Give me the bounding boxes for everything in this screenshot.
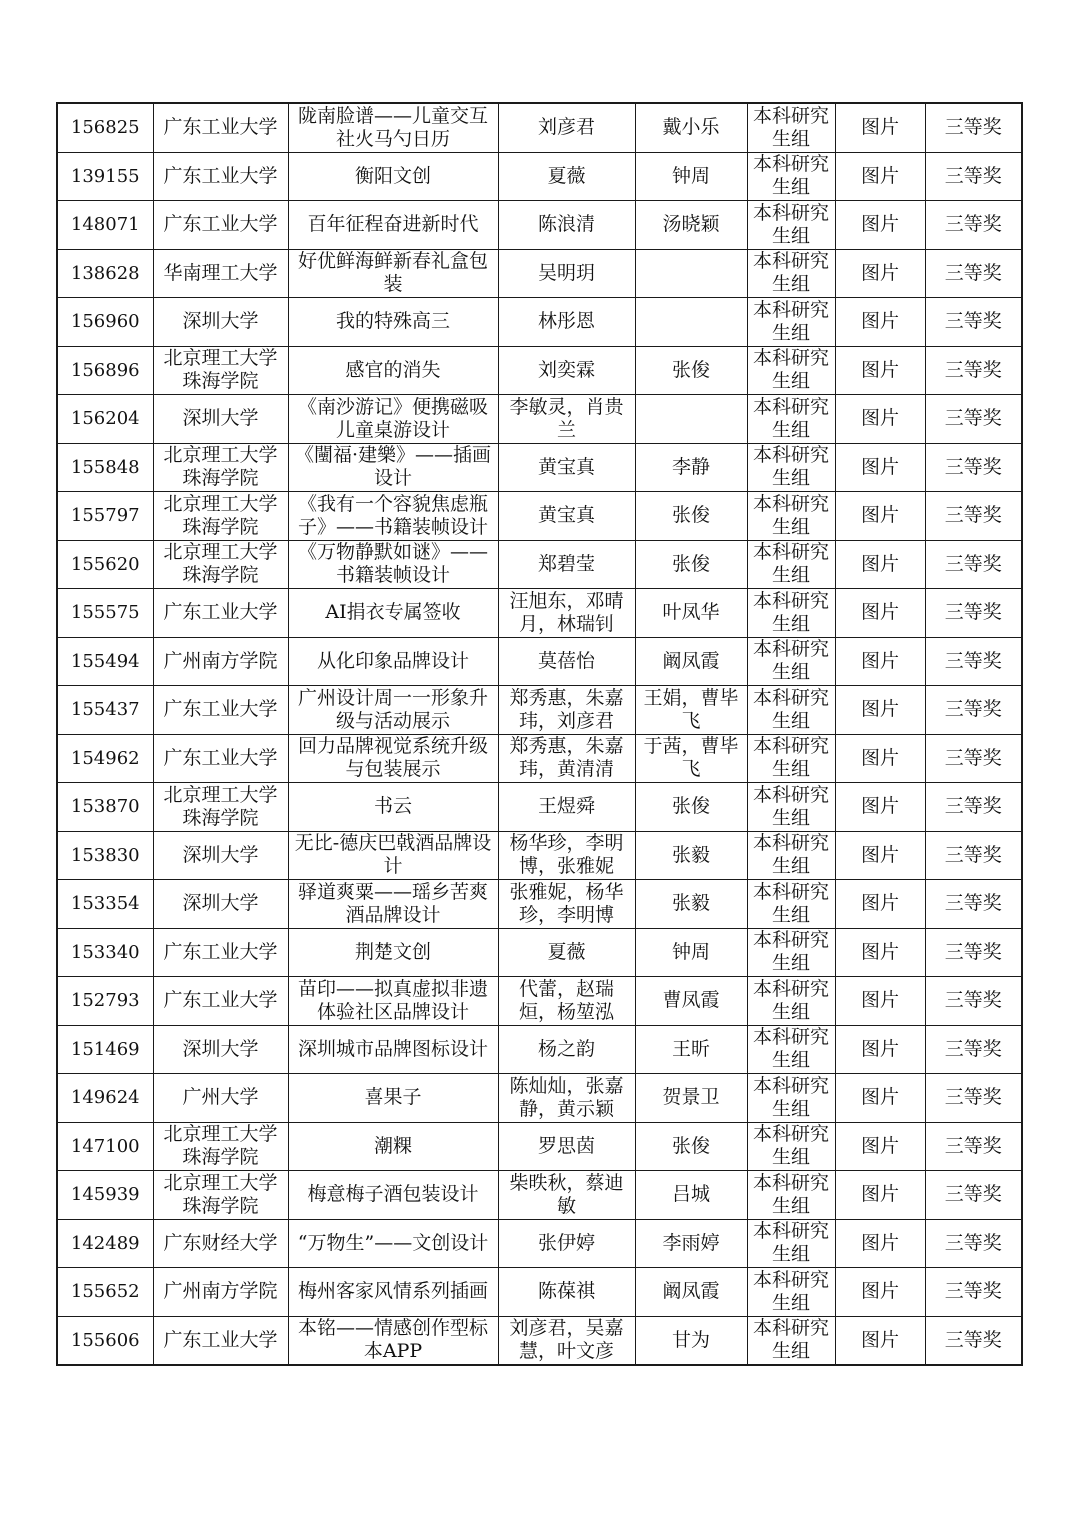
group-cell: 本科研究生组: [747, 1171, 835, 1220]
authors-cell: 刘彦君: [498, 103, 635, 152]
table-row: [57, 395, 1022, 444]
group-cell: 本科研究生组: [747, 540, 835, 589]
advisor-cell: 阚凤霞: [635, 637, 747, 686]
work-title-cell: “万物生”——文创设计: [288, 1219, 498, 1268]
category-cell: 图片: [835, 492, 925, 541]
award-cell: 三等奖: [925, 831, 1022, 880]
entry-id-cell: 155620: [57, 540, 153, 589]
table-row: [57, 298, 1022, 347]
school-cell: 华南理工大学: [153, 249, 288, 298]
table-row: [57, 928, 1022, 977]
table-row: [57, 977, 1022, 1026]
group-cell: 本科研究生组: [747, 977, 835, 1026]
category-cell: 图片: [835, 1268, 925, 1317]
entry-id-cell: 151469: [57, 1025, 153, 1074]
entry-id-cell: 156960: [57, 298, 153, 347]
advisor-cell: 曹凤霞: [635, 977, 747, 1026]
work-title-cell: 书云: [288, 783, 498, 832]
table-row: [57, 831, 1022, 880]
group-cell: 本科研究生组: [747, 346, 835, 395]
work-title-cell: 深圳城市品牌图标设计: [288, 1025, 498, 1074]
award-cell: 三等奖: [925, 492, 1022, 541]
work-title-cell: 无比-德庆巴戟酒品牌设计: [288, 831, 498, 880]
advisor-cell: 王娟，曹毕飞: [635, 686, 747, 735]
school-cell: 深圳大学: [153, 831, 288, 880]
award-cell: 三等奖: [925, 540, 1022, 589]
entry-id-cell: 155437: [57, 686, 153, 735]
category-cell: 图片: [835, 880, 925, 929]
authors-cell: 夏薇: [498, 928, 635, 977]
authors-cell: 黄宝真: [498, 443, 635, 492]
school-cell: 北京理工大学珠海学院: [153, 443, 288, 492]
advisor-cell: 张俊: [635, 346, 747, 395]
school-cell: 广东工业大学: [153, 686, 288, 735]
entry-id-cell: 156825: [57, 103, 153, 152]
award-cell: 三等奖: [925, 734, 1022, 783]
advisor-cell: 钟周: [635, 152, 747, 201]
category-cell: 图片: [835, 1219, 925, 1268]
group-cell: 本科研究生组: [747, 1219, 835, 1268]
award-cell: 三等奖: [925, 249, 1022, 298]
entry-id-cell: 155494: [57, 637, 153, 686]
authors-cell: 杨华珍，李明博，张雅妮: [498, 831, 635, 880]
group-cell: 本科研究生组: [747, 1122, 835, 1171]
work-title-cell: 《万物静默如谜》——书籍装帧设计: [288, 540, 498, 589]
entry-id-cell: 155797: [57, 492, 153, 541]
table-row: [57, 686, 1022, 735]
category-cell: 图片: [835, 1122, 925, 1171]
authors-cell: 张雅妮，杨华珍，李明博: [498, 880, 635, 929]
category-cell: 图片: [835, 1171, 925, 1220]
work-title-cell: 梅州客家风情系列插画: [288, 1268, 498, 1317]
advisor-cell: 汤晓颖: [635, 201, 747, 250]
school-cell: 深圳大学: [153, 395, 288, 444]
work-title-cell: 《南沙游记》便携磁吸儿童桌游设计: [288, 395, 498, 444]
school-cell: 广东工业大学: [153, 201, 288, 250]
category-cell: 图片: [835, 831, 925, 880]
entry-id-cell: 153830: [57, 831, 153, 880]
entry-id-cell: 155848: [57, 443, 153, 492]
award-cell: 三等奖: [925, 395, 1022, 444]
category-cell: 图片: [835, 1025, 925, 1074]
advisor-cell: 戴小乐: [635, 103, 747, 152]
authors-cell: 陈灿灿，张嘉静，黄示颖: [498, 1074, 635, 1123]
advisor-cell: 甘为: [635, 1316, 747, 1365]
entry-id-cell: 153870: [57, 783, 153, 832]
category-cell: 图片: [835, 686, 925, 735]
work-title-cell: 潮粿: [288, 1122, 498, 1171]
school-cell: 广东工业大学: [153, 152, 288, 201]
table-row: [57, 152, 1022, 201]
category-cell: 图片: [835, 298, 925, 347]
group-cell: 本科研究生组: [747, 443, 835, 492]
group-cell: 本科研究生组: [747, 249, 835, 298]
school-cell: 广东工业大学: [153, 734, 288, 783]
school-cell: 北京理工大学珠海学院: [153, 1122, 288, 1171]
group-cell: 本科研究生组: [747, 1268, 835, 1317]
school-cell: 广东工业大学: [153, 103, 288, 152]
advisor-cell: 叶凤华: [635, 589, 747, 638]
entry-id-cell: 148071: [57, 201, 153, 250]
award-table-body: [57, 103, 1022, 1365]
group-cell: 本科研究生组: [747, 1316, 835, 1365]
group-cell: 本科研究生组: [747, 928, 835, 977]
authors-cell: 莫蓓怡: [498, 637, 635, 686]
award-cell: 三等奖: [925, 1268, 1022, 1317]
entry-id-cell: 155575: [57, 589, 153, 638]
advisor-cell: 张毅: [635, 831, 747, 880]
work-title-cell: 百年征程奋进新时代: [288, 201, 498, 250]
work-title-cell: 我的特殊高三: [288, 298, 498, 347]
authors-cell: 陈浪清: [498, 201, 635, 250]
school-cell: 广州南方学院: [153, 1268, 288, 1317]
entry-id-cell: 142489: [57, 1219, 153, 1268]
authors-cell: 柴昳秋，蔡迪敏: [498, 1171, 635, 1220]
entry-id-cell: 155606: [57, 1316, 153, 1365]
work-title-cell: 回力品牌视觉系统升级与包装展示: [288, 734, 498, 783]
group-cell: 本科研究生组: [747, 298, 835, 347]
award-cell: 三等奖: [925, 1025, 1022, 1074]
work-title-cell: 《我有一个容貌焦虑瓶子》——书籍装帧设计: [288, 492, 498, 541]
table-row: [57, 346, 1022, 395]
authors-cell: 代蕾，赵瑞烜，杨堃泓: [498, 977, 635, 1026]
authors-cell: 吴明玥: [498, 249, 635, 298]
authors-cell: 刘彦君，吴嘉慧，叶文彦: [498, 1316, 635, 1365]
advisor-cell: 张俊: [635, 492, 747, 541]
category-cell: 图片: [835, 1074, 925, 1123]
group-cell: 本科研究生组: [747, 589, 835, 638]
advisor-cell: 张俊: [635, 1122, 747, 1171]
award-cell: 三等奖: [925, 103, 1022, 152]
authors-cell: 李敏灵，肖贵兰: [498, 395, 635, 444]
category-cell: 图片: [835, 928, 925, 977]
group-cell: 本科研究生组: [747, 1025, 835, 1074]
entry-id-cell: 154962: [57, 734, 153, 783]
advisor-cell: 于茜，曹毕飞: [635, 734, 747, 783]
advisor-cell: 张毅: [635, 880, 747, 929]
group-cell: 本科研究生组: [747, 637, 835, 686]
entry-id-cell: 138628: [57, 249, 153, 298]
category-cell: 图片: [835, 540, 925, 589]
advisor-cell: 钟周: [635, 928, 747, 977]
category-cell: 图片: [835, 589, 925, 638]
authors-cell: 杨之韵: [498, 1025, 635, 1074]
group-cell: 本科研究生组: [747, 492, 835, 541]
table-row: [57, 492, 1022, 541]
advisor-cell: 贺景卫: [635, 1074, 747, 1123]
category-cell: 图片: [835, 443, 925, 492]
advisor-cell: 张俊: [635, 783, 747, 832]
award-cell: 三等奖: [925, 928, 1022, 977]
school-cell: 深圳大学: [153, 1025, 288, 1074]
school-cell: 广东工业大学: [153, 977, 288, 1026]
table-row: [57, 637, 1022, 686]
table-row: [57, 1219, 1022, 1268]
work-title-cell: 陇南脸谱——儿童交互社火马勺日历: [288, 103, 498, 152]
authors-cell: 王煜舜: [498, 783, 635, 832]
group-cell: 本科研究生组: [747, 1074, 835, 1123]
award-cell: 三等奖: [925, 443, 1022, 492]
entry-id-cell: 145939: [57, 1171, 153, 1220]
advisor-cell: 李静: [635, 443, 747, 492]
authors-cell: 郑碧莹: [498, 540, 635, 589]
category-cell: 图片: [835, 783, 925, 832]
school-cell: 广州南方学院: [153, 637, 288, 686]
advisor-cell: 王昕: [635, 1025, 747, 1074]
table-row: [57, 201, 1022, 250]
award-table: [56, 102, 1023, 1366]
school-cell: 广东工业大学: [153, 928, 288, 977]
award-cell: 三等奖: [925, 637, 1022, 686]
school-cell: 北京理工大学珠海学院: [153, 492, 288, 541]
work-title-cell: 苗印——拟真虚拟非遗体验社区品牌设计: [288, 977, 498, 1026]
work-title-cell: 荆楚文创: [288, 928, 498, 977]
work-title-cell: AI捐衣专属签收: [288, 589, 498, 638]
award-cell: 三等奖: [925, 298, 1022, 347]
table-row: [57, 1316, 1022, 1365]
category-cell: 图片: [835, 249, 925, 298]
authors-cell: 林彤恩: [498, 298, 635, 347]
award-cell: 三等奖: [925, 201, 1022, 250]
work-title-cell: 《闉福·建樂》——插画设计: [288, 443, 498, 492]
authors-cell: 罗思茵: [498, 1122, 635, 1171]
school-cell: 深圳大学: [153, 298, 288, 347]
authors-cell: 黄宝真: [498, 492, 635, 541]
work-title-cell: 梅意梅子酒包装设计: [288, 1171, 498, 1220]
group-cell: 本科研究生组: [747, 201, 835, 250]
school-cell: 广州大学: [153, 1074, 288, 1123]
school-cell: 广东工业大学: [153, 1316, 288, 1365]
award-cell: 三等奖: [925, 1171, 1022, 1220]
table-row: [57, 1074, 1022, 1123]
group-cell: 本科研究生组: [747, 395, 835, 444]
advisor-cell: 阚凤霞: [635, 1268, 747, 1317]
award-list-page: [56, 102, 1021, 1366]
authors-cell: 夏薇: [498, 152, 635, 201]
entry-id-cell: 156204: [57, 395, 153, 444]
advisor-cell: [635, 395, 747, 444]
table-row: [57, 1268, 1022, 1317]
table-row: [57, 540, 1022, 589]
group-cell: 本科研究生组: [747, 783, 835, 832]
authors-cell: 汪旭东，邓晴月，林瑞钊: [498, 589, 635, 638]
school-cell: 深圳大学: [153, 880, 288, 929]
award-cell: 三等奖: [925, 686, 1022, 735]
authors-cell: 郑秀惠，朱嘉玮，黄清清: [498, 734, 635, 783]
entry-id-cell: 155652: [57, 1268, 153, 1317]
authors-cell: 陈葆祺: [498, 1268, 635, 1317]
table-row: [57, 1171, 1022, 1220]
category-cell: 图片: [835, 201, 925, 250]
authors-cell: 张伊婷: [498, 1219, 635, 1268]
table-row: [57, 443, 1022, 492]
work-title-cell: 好优鲜海鲜新春礼盒包装: [288, 249, 498, 298]
table-row: [57, 1122, 1022, 1171]
category-cell: 图片: [835, 637, 925, 686]
advisor-cell: [635, 298, 747, 347]
entry-id-cell: 139155: [57, 152, 153, 201]
table-row: [57, 734, 1022, 783]
advisor-cell: 吕城: [635, 1171, 747, 1220]
award-cell: 三等奖: [925, 589, 1022, 638]
work-title-cell: 从化印象品牌设计: [288, 637, 498, 686]
category-cell: 图片: [835, 152, 925, 201]
group-cell: 本科研究生组: [747, 831, 835, 880]
entry-id-cell: 153340: [57, 928, 153, 977]
entry-id-cell: 156896: [57, 346, 153, 395]
award-cell: 三等奖: [925, 880, 1022, 929]
work-title-cell: 感官的消失: [288, 346, 498, 395]
advisor-cell: 张俊: [635, 540, 747, 589]
group-cell: 本科研究生组: [747, 152, 835, 201]
table-row: [57, 1025, 1022, 1074]
school-cell: 广东财经大学: [153, 1219, 288, 1268]
award-cell: 三等奖: [925, 1074, 1022, 1123]
entry-id-cell: 152793: [57, 977, 153, 1026]
authors-cell: 郑秀惠，朱嘉玮，刘彦君: [498, 686, 635, 735]
category-cell: 图片: [835, 977, 925, 1026]
award-cell: 三等奖: [925, 783, 1022, 832]
category-cell: 图片: [835, 395, 925, 444]
award-cell: 三等奖: [925, 1316, 1022, 1365]
school-cell: 广东工业大学: [153, 589, 288, 638]
school-cell: 北京理工大学珠海学院: [153, 540, 288, 589]
entry-id-cell: 153354: [57, 880, 153, 929]
school-cell: 北京理工大学珠海学院: [153, 783, 288, 832]
award-cell: 三等奖: [925, 346, 1022, 395]
work-title-cell: 广州设计周一一形象升级与活动展示: [288, 686, 498, 735]
work-title-cell: 本铭——情感创作型标本APP: [288, 1316, 498, 1365]
award-cell: 三等奖: [925, 1122, 1022, 1171]
category-cell: 图片: [835, 346, 925, 395]
group-cell: 本科研究生组: [747, 734, 835, 783]
work-title-cell: 喜果子: [288, 1074, 498, 1123]
group-cell: 本科研究生组: [747, 103, 835, 152]
table-row: [57, 589, 1022, 638]
table-row: [57, 783, 1022, 832]
entry-id-cell: 147100: [57, 1122, 153, 1171]
work-title-cell: 衡阳文创: [288, 152, 498, 201]
table-row: [57, 880, 1022, 929]
school-cell: 北京理工大学珠海学院: [153, 1171, 288, 1220]
advisor-cell: [635, 249, 747, 298]
school-cell: 北京理工大学珠海学院: [153, 346, 288, 395]
advisor-cell: 李雨婷: [635, 1219, 747, 1268]
category-cell: 图片: [835, 734, 925, 783]
category-cell: 图片: [835, 103, 925, 152]
authors-cell: 刘奕霖: [498, 346, 635, 395]
table-row: [57, 103, 1022, 152]
work-title-cell: 驿道爽粟——瑶乡苦爽酒品牌设计: [288, 880, 498, 929]
table-row: [57, 249, 1022, 298]
award-cell: 三等奖: [925, 977, 1022, 1026]
entry-id-cell: 149624: [57, 1074, 153, 1123]
award-cell: 三等奖: [925, 1219, 1022, 1268]
award-cell: 三等奖: [925, 152, 1022, 201]
group-cell: 本科研究生组: [747, 686, 835, 735]
category-cell: 图片: [835, 1316, 925, 1365]
group-cell: 本科研究生组: [747, 880, 835, 929]
